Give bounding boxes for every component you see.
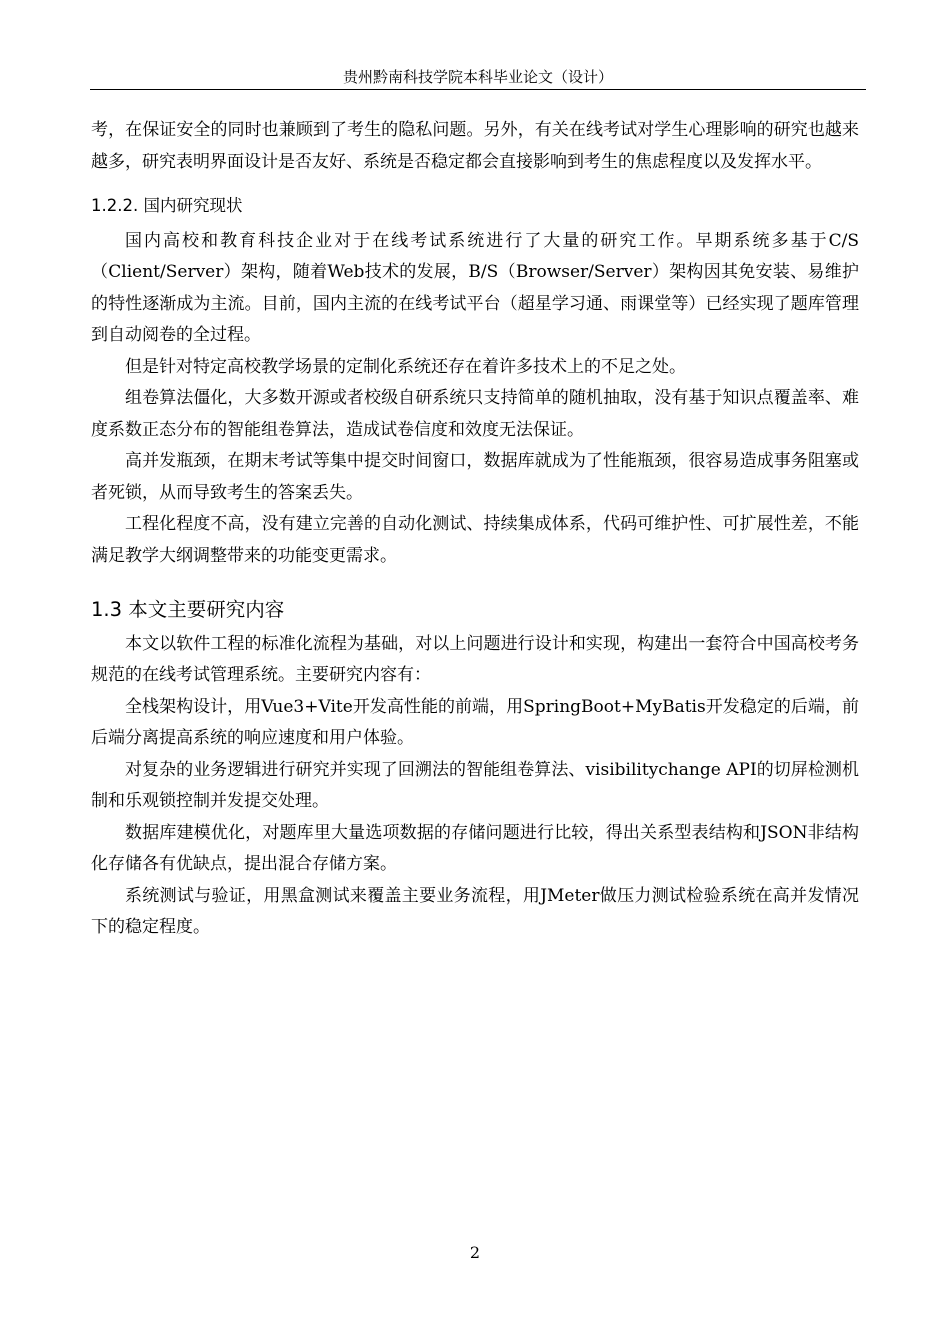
section-heading-1-3: 1.3 本文主要研究内容: [91, 598, 285, 621]
paragraph: 工程化程度不高，没有建立完善的自动化测试、持续集成体系，代码可维护性、可扩展性差，不能满足教学大纲调整带来的功能变更需求。: [91, 514, 859, 566]
paragraph: 国内高校和教育科技企业对于在线考试系统进行了大量的研究工作。早期系统多基于C/S（Client/Server）架构，随着Web技术的发展，B/S（Browser/Server）架构因其免安装、易维护的特性逐渐成为主流。目前，国内主流的在线考试平台（超星学习通、雨课堂等）已经实现了题库管理到自动阅卷的全过程。: [91, 230, 859, 345]
document-body: [91, 115, 859, 944]
page-number: 2: [469, 1243, 481, 1262]
page-header: 贵州黔南科技学院本科毕业论文（设计）: [90, 66, 866, 90]
paragraph: 但是针对特定高校教学场景的定制化系统还存在着许多技术上的不足之处。: [125, 356, 686, 377]
paragraph: 高并发瓶颈，在期末考试等集中提交时间窗口，数据库就成为了性能瓶颈，很容易造成事务阻塞或者死锁，从而导致考生的答案丢失。: [91, 451, 859, 503]
section-heading-1-2-2: 1.2.2. 国内研究现状: [91, 196, 243, 215]
paragraph: 数据库建模优化，对题库里大量选项数据的存储问题进行比较，得出关系型表结构和JSON非结构化存储各有优缺点，提出混合存储方案。: [91, 822, 859, 874]
paragraph: 全栈架构设计，用Vue3+Vite开发高性能的前端，用SpringBoot+MyBatis开发稳定的后端，前后端分离提高系统的响应速度和用户体验。: [91, 696, 859, 748]
paragraph: 考，在保证安全的同时也兼顾到了考生的隐私问题。另外，有关在线考试对学生心理影响的研究也越来越多，研究表明界面设计是否友好、系统是否稳定都会直接影响到考生的焦虑程度以及发挥水平。: [91, 120, 859, 172]
paragraph: 对复杂的业务逻辑进行研究并实现了回溯法的智能组卷算法、visibilitychange API的切屏检测机制和乐观锁控制并发提交处理。: [91, 759, 859, 811]
paragraph: 组卷算法僵化，大多数开源或者校级自研系统只支持简单的随机抽取，没有基于知识点覆盖率、难度系数正态分布的智能组卷算法，造成试卷信度和效度无法保证。: [91, 388, 859, 440]
paragraph: 本文以软件工程的标准化流程为基础，对以上问题进行设计和实现，构建出一套符合中国高校考务规范的在线考试管理系统。主要研究内容有：: [91, 633, 859, 685]
paragraph: 系统测试与验证，用黑盒测试来覆盖主要业务流程，用JMeter做压力测试检验系统在高并发情况下的稳定程度。: [91, 885, 859, 937]
